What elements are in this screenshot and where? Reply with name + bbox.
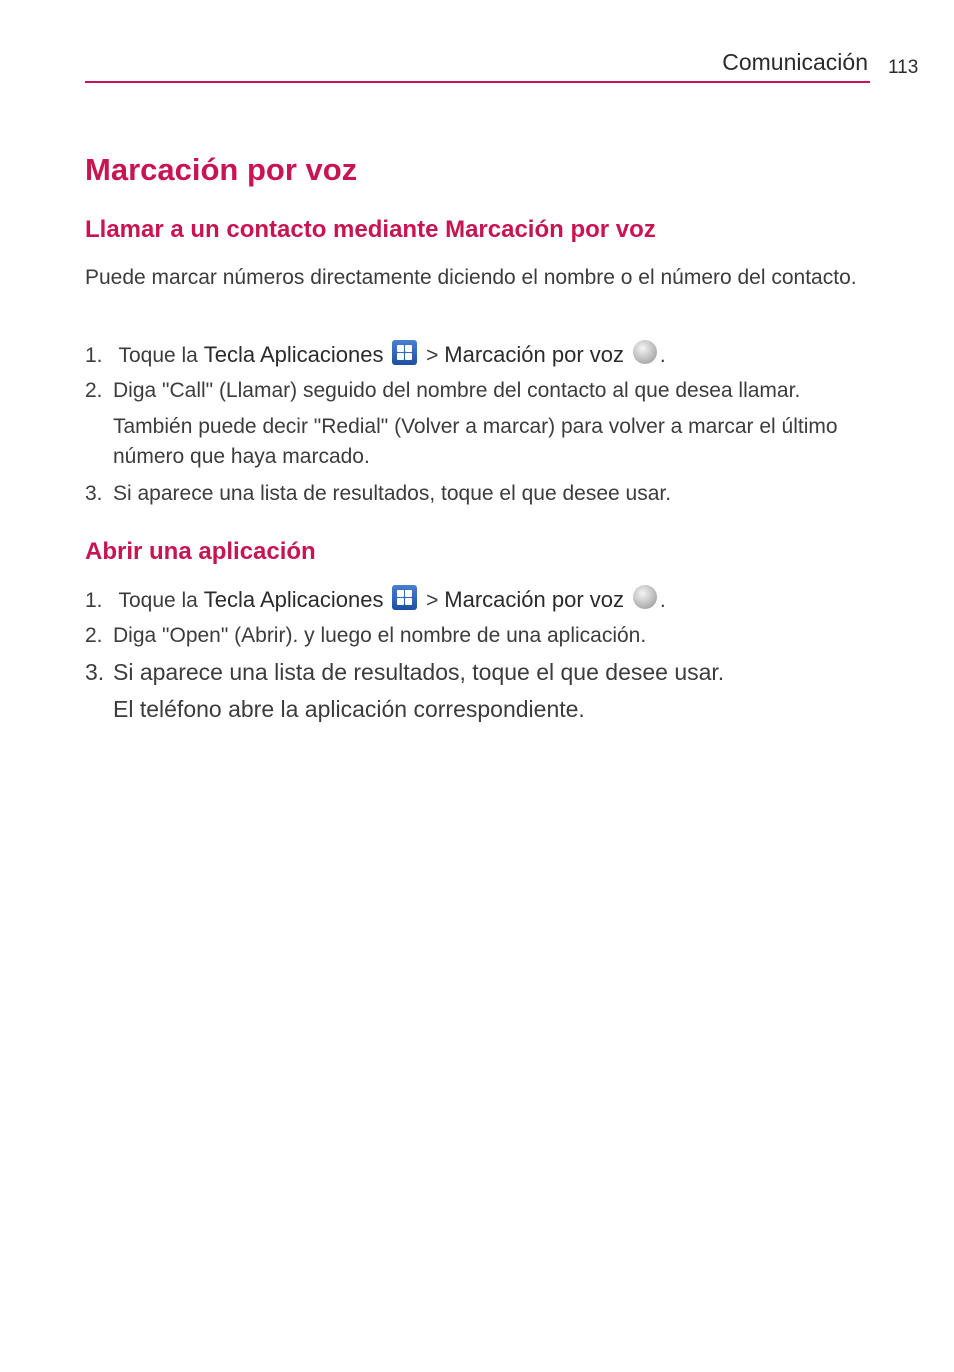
step-text: Diga "Call" (Llamar) seguido del nombre del contacto al que desea llamar.: [113, 379, 801, 402]
step-text: Si aparece una lista de resultados, toque el que desee usar.: [113, 659, 725, 685]
voice-dialer-icon: [633, 585, 657, 609]
section-heading-open-app: Abrir una aplicación: [85, 538, 316, 565]
step-1-open: [85, 585, 885, 616]
apps-key-label: Tecla Aplicaciones: [203, 587, 384, 612]
step-2-call-note: También puede decir "Redial" (Volver a marcar) para volver a marcar el último número que haya marcado.: [113, 415, 838, 468]
step-text: Toque la: [118, 589, 204, 612]
section-heading-call-contact: Llamar a un contacto mediante Marcación por voz: [85, 216, 656, 243]
step-3-open-note: El teléfono abre la aplicación correspondiente.: [113, 696, 585, 722]
step-2-call: [85, 376, 885, 406]
voice-dial-label: Marcación por voz: [444, 342, 625, 367]
page-title: Marcación por voz: [85, 152, 358, 187]
step-1-call: [85, 340, 885, 371]
step-2-open: [85, 621, 885, 651]
voice-dial-label: Marcación por voz: [444, 587, 625, 612]
voice-dialer-icon: [633, 340, 657, 364]
step-end: .: [659, 344, 666, 367]
step-number: 3.: [85, 659, 105, 685]
menu-separator: >: [420, 344, 445, 367]
step-number: 2.: [85, 379, 103, 402]
apps-key-label: Tecla Aplicaciones: [203, 342, 384, 367]
step-text: Diga "Open" (Abrir). y luego el nombre de una aplicación.: [113, 624, 647, 647]
section-intro: Puede marcar números directamente diciendo el nombre o el número del contacto.: [85, 266, 857, 289]
apps-grid-icon: [392, 585, 417, 610]
apps-grid-icon: [392, 340, 417, 365]
header-rule: [85, 81, 870, 83]
menu-separator: >: [420, 589, 445, 612]
step-number: 3.: [85, 482, 103, 505]
step-number: 2.: [85, 624, 103, 647]
step-3-call: [85, 479, 885, 509]
header-section-title: Comunicación: [722, 49, 868, 75]
page-number: 113: [888, 57, 919, 78]
step-text: Si aparece una lista de resultados, toque el que desee usar.: [113, 482, 672, 505]
step-3-open: [85, 657, 885, 687]
step-end: .: [659, 589, 666, 612]
step-text: Toque la: [118, 344, 204, 367]
step-number: 1.: [85, 344, 103, 367]
step-number: 1.: [85, 589, 103, 612]
